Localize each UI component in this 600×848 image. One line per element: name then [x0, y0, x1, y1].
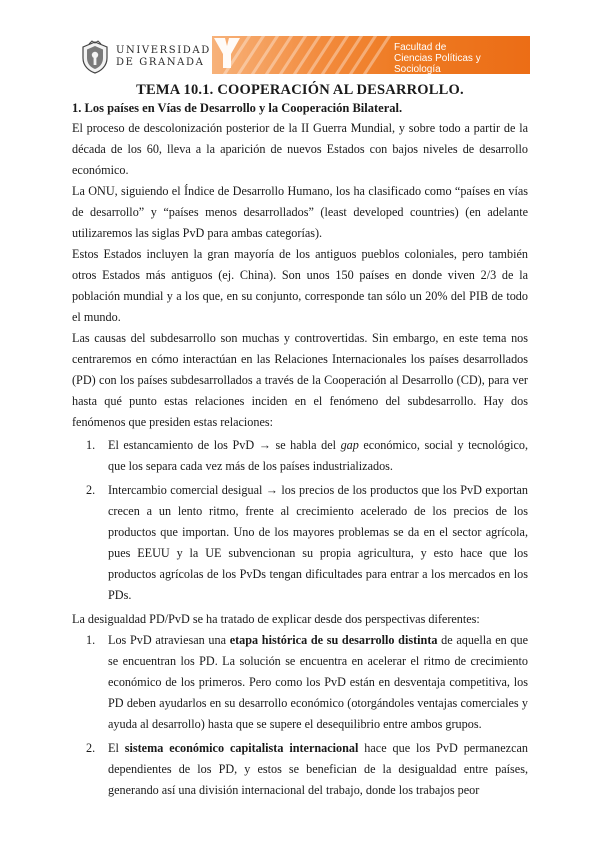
section-heading: 1. Los países en Vías de Desarrollo y la Cooperación Bilateral.	[72, 101, 403, 115]
document-title: TEMA 10.1. COOPERACIÓN AL DESARROLLO.	[136, 82, 464, 98]
list-item: 2. Intercambio comercial desigual → los precios de los productos que los PvD exportan crecen a un lento ritmo, frente al crecimiento acelerado de los precios de los productos que importan. Uno de los mayores problemas se da en el sector agrícola, pues EEUU y la UE subvencionan su propia agricultura, y esto hace que los productos agrícolas de los PvDs tengan dificultades para entrar a los mercados en los PDs.	[86, 483, 528, 602]
faculty-name-line1: Facultad de	[394, 42, 447, 53]
phenomena-list	[72, 435, 528, 606]
paragraph-2: La ONU, siguiendo el Índice de Desarrollo Humano, los ha clasificado como “países en vías de desarrollo” y “países menos desarrollados” (least developed countries) (en adelante utilizaremos las siglas PvD para ambas categorías).	[72, 184, 528, 240]
perspectives-list	[72, 630, 528, 801]
paragraph-3: Estos Estados incluyen la gran mayoría de los antiguos pueblos coloniales, pero también otros Estados más antiguos (ej. China). Son unos 150 países en donde viven 2/3 de la población mundial y a los que, en su conjunto, corresponde tan sólo un 20% del PIB de todo el mundo.	[72, 247, 528, 324]
list-item: 1. El estancamiento de los PvD → se habla del gap económico, social y tecnológico, que los separa cada vez más de los países industrializados.	[86, 438, 528, 473]
faculty-name-line2: Ciencias Políticas y Sociología	[394, 53, 481, 74]
list-item: 2. El sistema económico capitalista internacional hace que los PvD permanezcan dependientes de los PD, y estos se benefician de la desigualdad entre países, generando así una división internacional del trabajo, donde los trabajos peor	[86, 741, 528, 797]
university-name-line2: DE GRANADA	[116, 57, 205, 68]
university-crest-icon	[80, 40, 110, 74]
university-logo	[80, 40, 211, 74]
paragraph-4: Las causas del subdesarrollo son muchas y controvertidas. Sin embargo, en este tema nos centraremos en cómo interactúan en las Relaciones Internacionales los países desarrollados (PD) con los países subdesarrollados a través de la Cooperación al Desarrollo (CD), para ver hasta qué punto estas relaciones inciden en el fenómeno del subdesarrollo. Hay dos fenómenos que presiden estas relaciones:	[72, 331, 528, 429]
paragraph-5: La desigualdad PD/PvD se ha tratado de explicar desde dos perspectivas diferentes:	[72, 612, 480, 626]
faculty-banner	[212, 36, 530, 74]
faculty-logo-icon	[212, 36, 242, 70]
list-item: 1. Los PvD atraviesan una etapa histórica de su desarrollo distinta de aquella en que se encuentran los PD. La solución se encuentra en acelerar el ritmo de crecimiento económico de los primeros. Pero como los PvD están en desventaja competitiva, los PD deben ayudarlos en su desarrollo económico (otorgándoles ventajas comerciales y ayuda al desarrollo) hasta que se supere el desequilibrio entre ambos grupos.	[86, 633, 528, 731]
page-header	[0, 0, 600, 80]
paragraph-1: El proceso de descolonización posterior de la II Guerra Mundial, y sobre todo a partir de la década de los 60, lleva a la aparición de nuevos Estados con bajos niveles de desarrollo económico.	[72, 121, 528, 177]
university-name-line1: UNIVERSIDAD	[116, 45, 211, 56]
document-body	[72, 82, 528, 804]
